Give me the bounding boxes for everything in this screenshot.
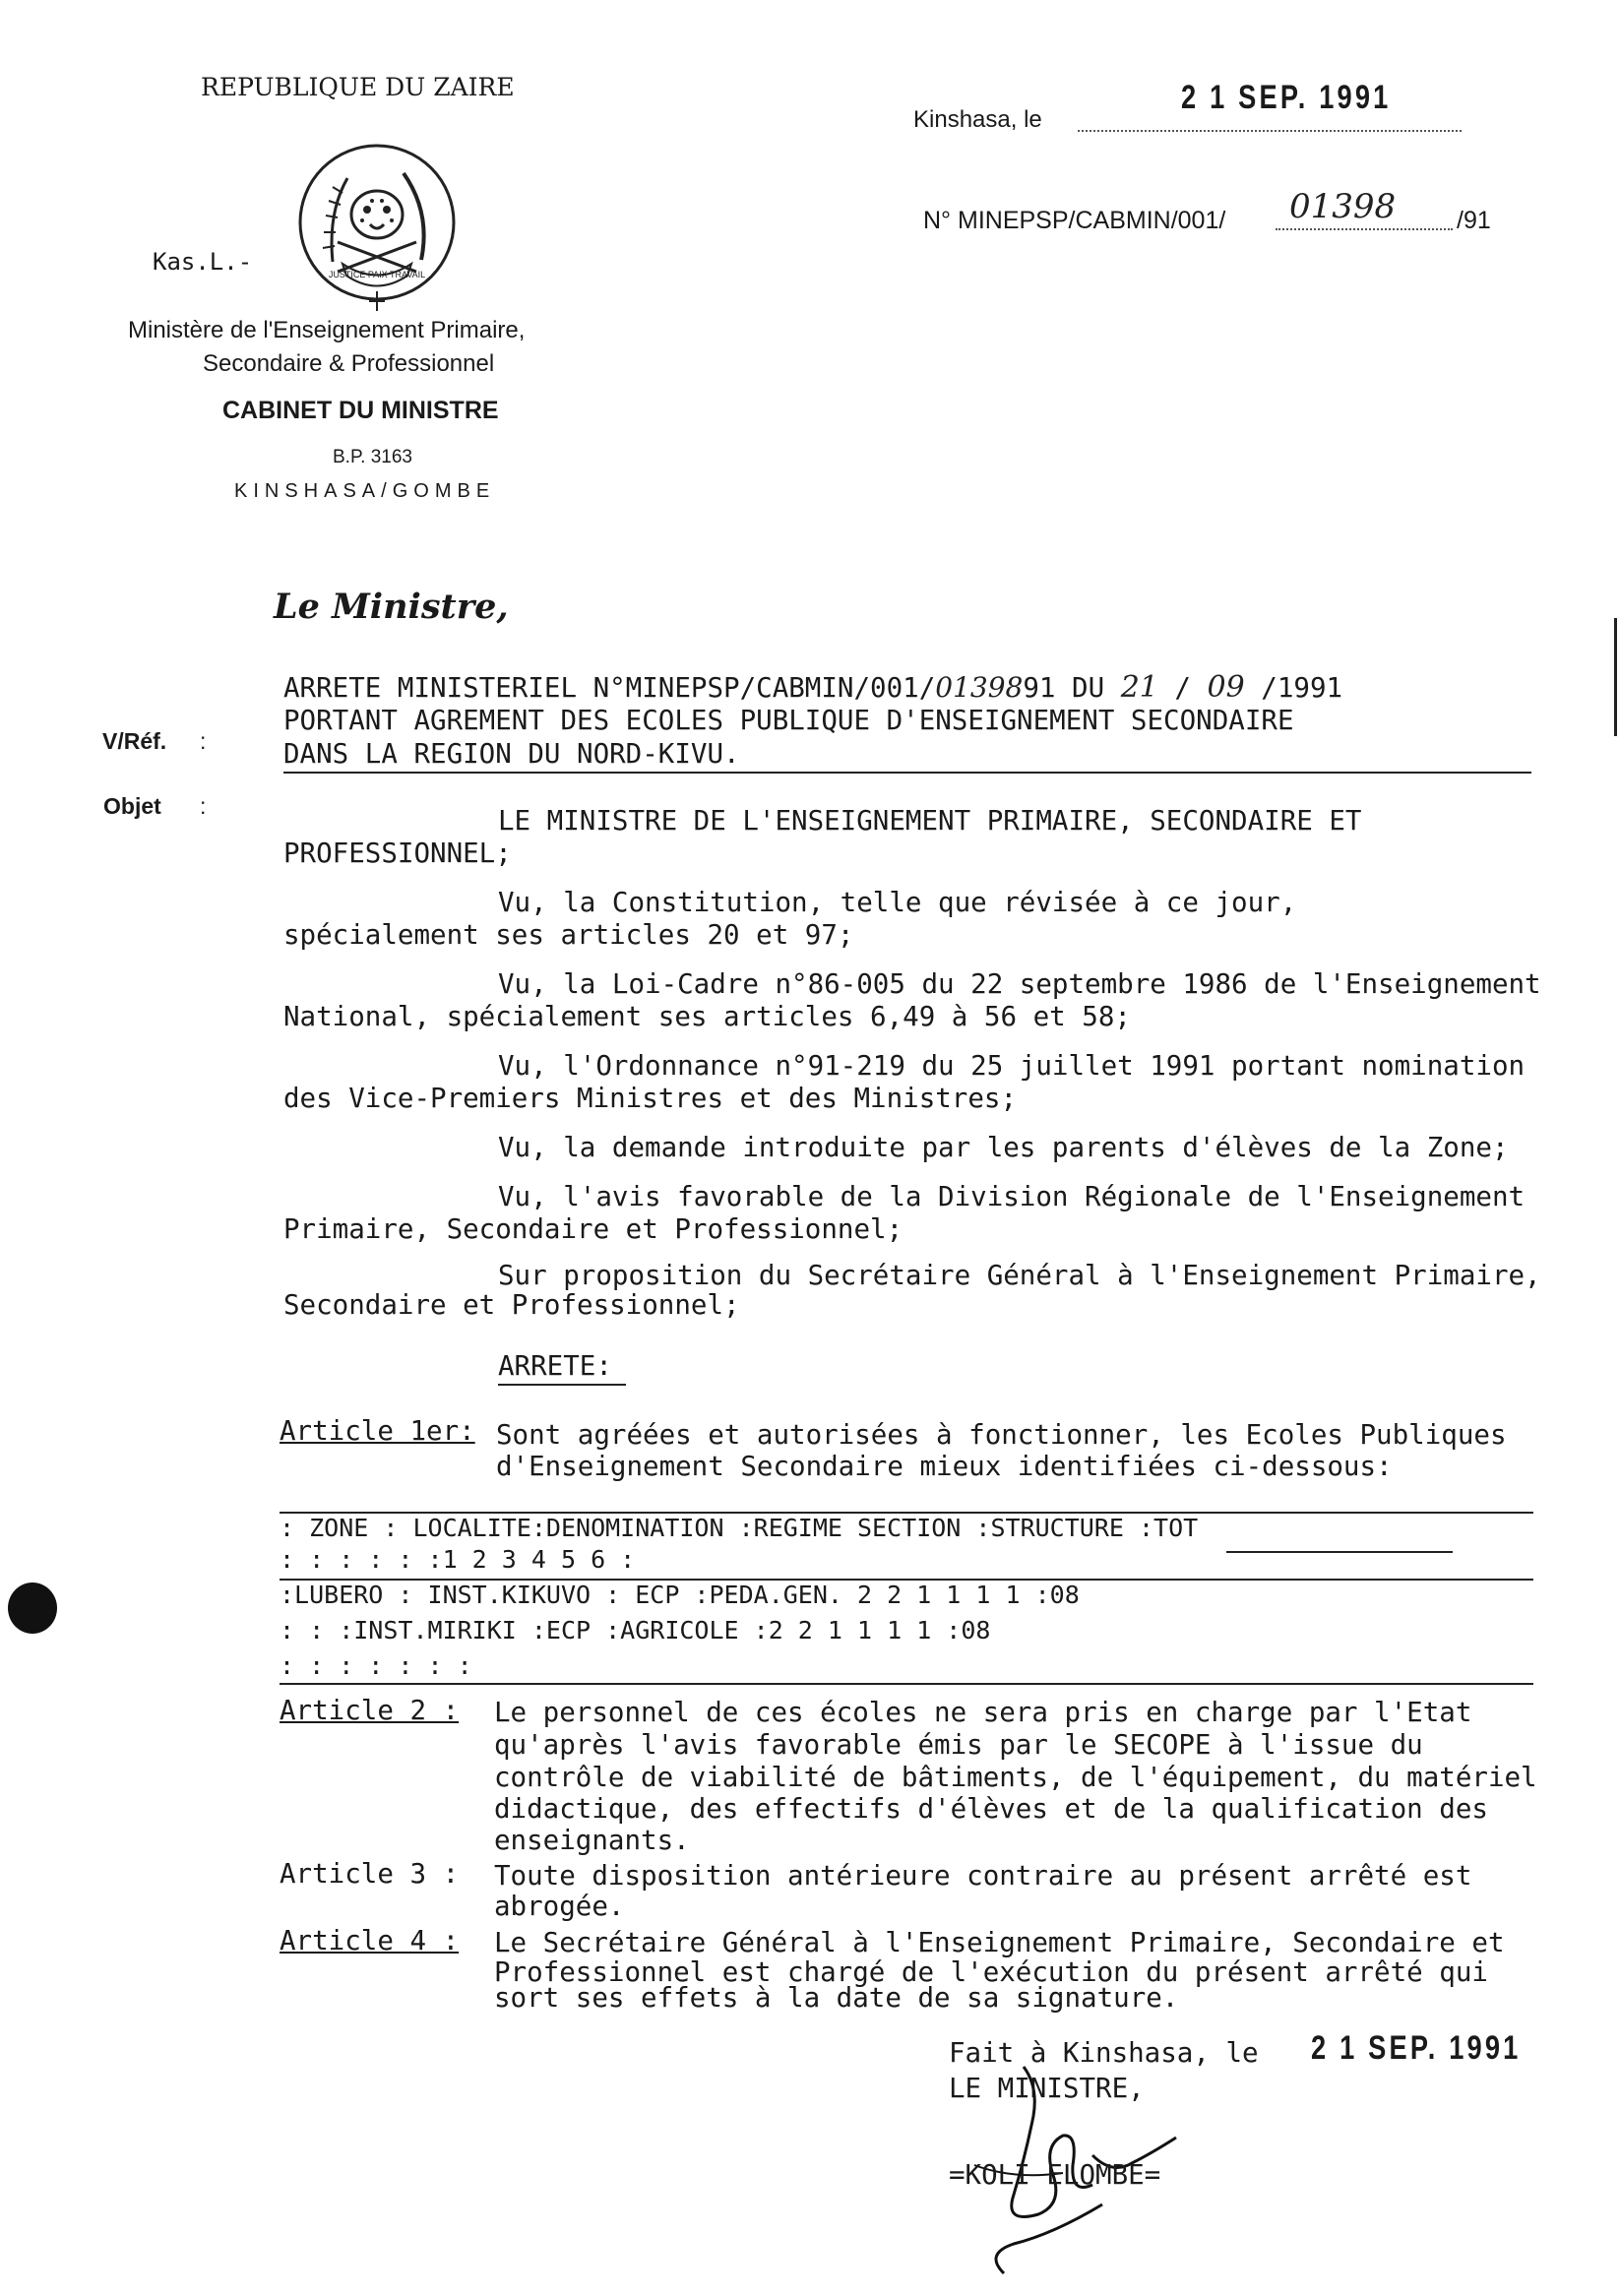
article-2-line: qu'après l'avis favorable émis par le SECOPE à l'issue du [494, 1729, 1423, 1761]
table-bottom-rule [280, 1683, 1533, 1685]
decree-title-line2: PORTANT AGREMENT DES ECOLES PUBLIQUE D'ENSEIGNEMENT SECONDAIRE [283, 705, 1294, 736]
decree-date-separator: / [1157, 672, 1208, 704]
reference-handwritten-number: 01398 [1289, 187, 1397, 226]
decree-handwritten-day: 21 [1120, 670, 1158, 705]
title-underline [283, 772, 1531, 774]
preamble-line: LE MINISTRE DE L'ENSEIGNEMENT PRIMAIRE, SECONDAIRE ET [498, 805, 1362, 837]
objet-colon: : [200, 793, 207, 819]
city-address: KINSHASA/GOMBE [234, 480, 496, 502]
article-3-line: Toute disposition antérieure contraire au présent arrêté est [494, 1860, 1472, 1892]
arrete-heading: ARRETE: [498, 1350, 612, 1382]
article-4-line: sort ses effets à la date de sa signature. [494, 1982, 1179, 2014]
article-1-line: d'Enseignement Secondaire mieux identifiées ci-dessous: [496, 1451, 1393, 1482]
signature-role: LE MINISTRE, [949, 2073, 1145, 2104]
preamble-line: Vu, la Constitution, telle que révisée à ce jour, [498, 887, 1297, 918]
reference-dotted-line [1276, 228, 1453, 230]
article-1-line: Sont agréées et autorisées à fonctionner, les Ecoles Publiques [496, 1419, 1507, 1451]
minister-heading: Le Ministre, [274, 587, 509, 627]
objet-label: Objet [103, 793, 161, 819]
vref-label: V/Réf. [102, 728, 167, 754]
preamble-line: Vu, l'avis favorable de la Division Régionale de l'Enseignement [498, 1181, 1526, 1212]
signature-place: Fait à Kinshasa, le [949, 2037, 1259, 2069]
article-4-line: Le Secrétaire Général à l'Enseignement Primaire, Secondaire et [494, 1927, 1505, 1958]
article-2-line: contrôle de viabilité de bâtiments, de l'équipement, du matériel [494, 1762, 1537, 1793]
decree-handwritten-month: 09 [1207, 670, 1245, 705]
preamble-line: Vu, la demande introduite par les parents d'élèves de la Zone; [498, 1132, 1509, 1163]
kas-reference: Kas.L.- [153, 248, 253, 276]
preamble-line: Vu, l'Ordonnance n°91-219 du 25 juillet 1991 portant nomination [498, 1050, 1526, 1082]
reference-suffix: /91 [1457, 207, 1491, 234]
republic-heading: REPUBLIQUE DU ZAIRE [201, 73, 515, 101]
decree-number-prefix: ARRETE MINISTERIEL N°MINEPSP/CABMIN/001/ [283, 672, 936, 704]
preamble-line: PROFESSIONNEL; [283, 838, 512, 869]
table-row: :LUBERO : INST.KIKUVO : ECP :PEDA.GEN. 2 2 1 1 1 1 :08 [280, 1581, 1080, 1609]
arrete-underline [498, 1384, 626, 1386]
article-3-label: Article 3 : [280, 1858, 460, 1890]
vref-colon: : [200, 728, 207, 754]
preamble-line: des Vice-Premiers Ministres et des Ministres; [283, 1083, 1018, 1114]
preamble-line: Sur proposition du Secrétaire Général à l'Enseignement Primaire, [498, 1260, 1541, 1291]
date-stamp: 2 1 SEP. 1991 [1181, 79, 1392, 116]
decree-title-line1 [283, 671, 1342, 705]
table-row: : : : : : : : [280, 1651, 472, 1680]
scan-edge-mark [1614, 618, 1617, 736]
article-2-line: didactique, des effectifs d'élèves et de la qualification des [494, 1793, 1488, 1825]
article-4-label: Article 4 : [280, 1925, 460, 1956]
coat-of-arms-seal [293, 144, 461, 311]
cabinet-heading: CABINET DU MINISTRE [222, 397, 499, 424]
preamble-line: Secondaire et Professionnel; [283, 1289, 740, 1321]
reference-prefix: N° MINEPSP/CABMIN/001/ [923, 207, 1226, 234]
preamble-line: Primaire, Secondaire et Professionnel; [283, 1213, 903, 1245]
article-2-line: enseignants. [494, 1825, 690, 1856]
table-row: : : :INST.MIRIKI :ECP :AGRICOLE :2 2 1 1 1 1 :08 [280, 1616, 991, 1644]
date-dotted-line [1078, 130, 1462, 132]
structure-underline [1226, 1551, 1453, 1553]
seal-motto: JUSTICE PAIX TRAVAIL [328, 270, 426, 279]
article-2-label: Article 2 : [280, 1695, 460, 1726]
place-label: Kinshasa, le [913, 106, 1042, 133]
article-1-label: Article 1er: [280, 1415, 475, 1447]
article-4-line: Professionnel est chargé de l'exécution du présent arrêté qui [494, 1956, 1488, 1988]
decree-handwritten-number: 01398 [935, 671, 1024, 704]
ministry-name-line2: Secondaire & Professionnel [203, 350, 495, 377]
article-3-line: abrogée. [494, 1891, 625, 1922]
decree-number-mid: 91 DU [1023, 672, 1121, 704]
article-2-line: Le personnel de ces écoles ne sera pris en charge par l'Etat [494, 1697, 1472, 1728]
table-header-row2: : : : : : :1 2 3 4 5 6 : [280, 1545, 636, 1574]
preamble-line: Vu, la Loi-Cadre n°86-005 du 22 septembre 1986 de l'Enseignement [498, 968, 1541, 1000]
table-header-row1: : ZONE : LOCALITE:DENOMINATION :REGIME SECTION :STRUCTURE :TOT [280, 1514, 1199, 1542]
punch-hole-mark [8, 1582, 57, 1634]
ministry-name-line1: Ministère de l'Enseignement Primaire, [128, 317, 526, 343]
decree-title-line3: DANS LA REGION DU NORD-KIVU. [283, 738, 740, 770]
decree-year: /1991 [1244, 672, 1343, 704]
signature-date-stamp: 2 1 SEP. 1991 [1311, 2029, 1522, 2067]
postal-box: B.P. 3163 [333, 447, 413, 467]
preamble-line: spécialement ses articles 20 et 97; [283, 919, 854, 951]
signatory-name: =KOLI ELOMBE= [949, 2159, 1161, 2191]
preamble-line: National, spécialement ses articles 6,49 à 56 et 58; [283, 1001, 1131, 1032]
